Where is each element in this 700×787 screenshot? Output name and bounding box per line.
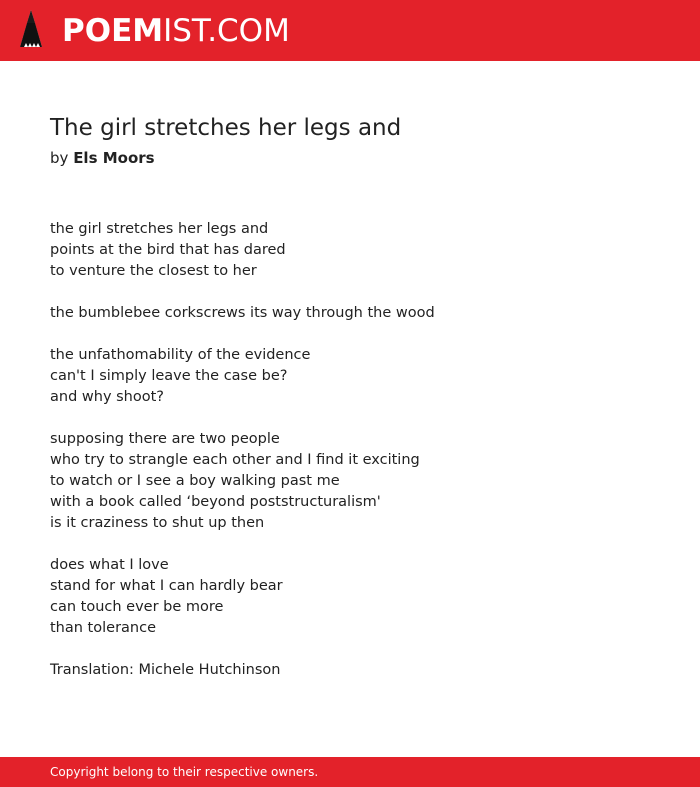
poem-line: and why shoot?	[50, 389, 164, 405]
poem-line: does what I love	[50, 557, 169, 573]
brand-bold-part: POEM	[62, 13, 164, 49]
by-label: by	[50, 149, 69, 167]
poem-line: points at the bird that has dared	[50, 242, 286, 258]
site-footer	[0, 757, 700, 787]
byline	[50, 149, 155, 167]
poem-line: with a book called ‘beyond poststructuralism'	[50, 494, 381, 510]
stanza-break	[50, 282, 650, 303]
stanza-break	[50, 534, 650, 555]
poem-body	[50, 219, 650, 681]
poem-line: the bumblebee corkscrews its way through the wood	[50, 305, 435, 321]
poem-line: than tolerance	[50, 620, 156, 636]
site-logo-text[interactable]	[62, 11, 290, 51]
brand-light-part: IST.COM	[163, 13, 290, 49]
copyright-text: Copyright belong to their respective owners.	[50, 765, 319, 779]
poem-line: can touch ever be more	[50, 599, 224, 615]
stanza-break	[50, 324, 650, 345]
poem-line: who try to strangle each other and I find it exciting	[50, 452, 420, 468]
stanza-break	[50, 639, 650, 660]
poem-line: supposing there are two people	[50, 431, 280, 447]
author-name: Els Moors	[73, 149, 155, 167]
poem-line: the girl stretches her legs and	[50, 221, 269, 237]
poem-line: can't I simply leave the case be?	[50, 368, 288, 384]
site-header	[0, 0, 700, 61]
poem-line: Translation: Michele Hutchinson	[50, 662, 281, 678]
poem-line: stand for what I can hardly bear	[50, 578, 283, 594]
poem-line: is it craziness to shut up then	[50, 515, 265, 531]
pencil-logo-icon[interactable]	[18, 9, 44, 51]
poem-line: to venture the closest to her	[50, 263, 257, 279]
poem-line: to watch or I see a boy walking past me	[50, 473, 340, 489]
poem-title: The girl stretches her legs and	[50, 115, 402, 141]
poem-line: the unfathomability of the evidence	[50, 347, 311, 363]
stanza-break	[50, 408, 650, 429]
